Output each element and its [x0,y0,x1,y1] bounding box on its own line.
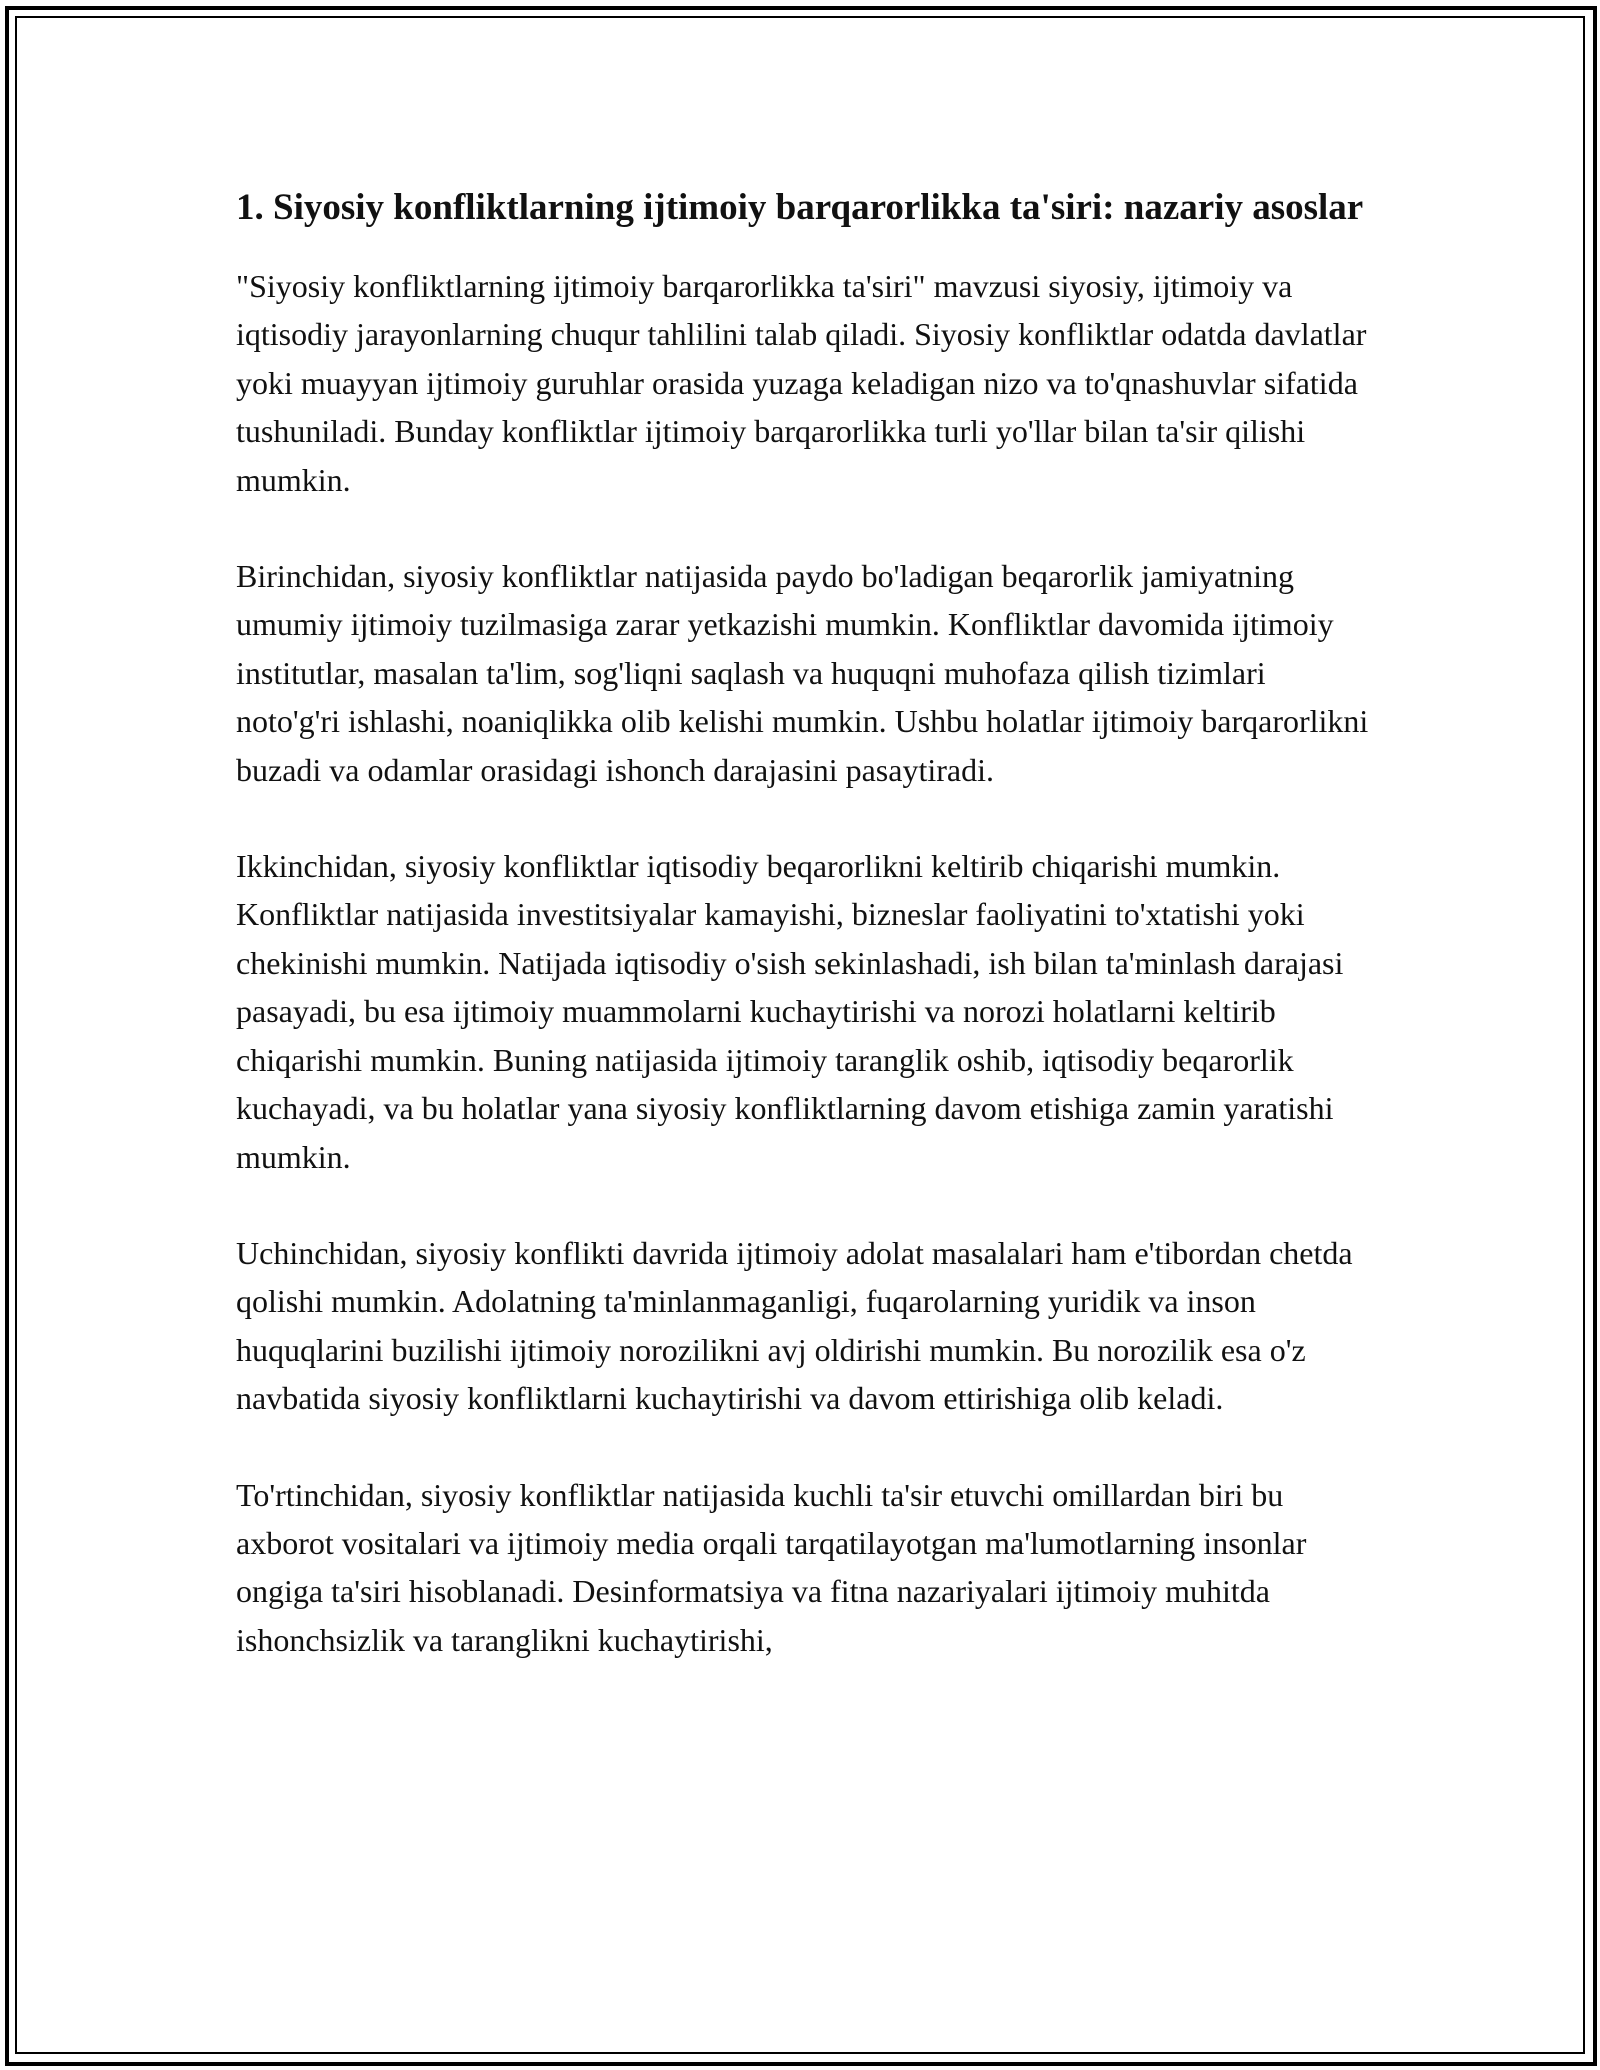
document-body [236,180,1376,1712]
paragraph-intro: "Siyosiy konfliktlarning ijtimoiy barqarorlikka ta'siri" mavzusi siyosiy, ijtimoiy va iqtisodiy jarayonlarning chuqur tahlilini talab qiladi. Siyosiy konfliktlar odatda davlatlar yoki muayyan ijtimoiy guruhlar orasida yuzaga keladigan nizo va to'qnashuvlar sifatida tushuniladi. Bunday konfliktlar ijtimoiy barqarorlikka turli yo'llar bilan ta'sir qilishi mumkin. [236,268,1367,498]
paragraph-first: Birinchidan, siyosiy konfliktlar natijasida paydo bo'ladigan beqarorlik jamiyatning umumiy ijtimoiy tuzilmasiga zarar yetkazishi mumkin. Konfliktlar davomida ijtimoiy institutlar, masalan ta'lim, sog'liqni saqlash va huquqni muhofaza qilish tizimlari noto'g'ri ishlashi, noaniqlikka olib kelishi mumkin. Ushbu holatlar ijtimoiy barqarorlikni buzadi va odamlar orasidagi ishonch darajasini pasaytiradi. [236,558,1369,788]
paragraph-fourth: To'rtinchidan, siyosiy konfliktlar natijasida kuchli ta'sir etuvchi omillardan biri bu axborot vositalari va ijtimoiy media orqali tarqatilayotgan ma'lumotlarning insonlar ongiga ta'siri hisoblanadi. Desinformatsiya va fitna nazariyalari ijtimoiy muhitda ishonchsizlik va taranglikni kuchaytirishi, [236,1476,1307,1658]
paragraph-third: Uchinchidan, siyosiy konflikti davrida ijtimoiy adolat masalalari ham e'tibordan chetda qolishi mumkin. Adolatning ta'minlanmaganligi, fuqarolarning yuridik va inson huquqlarini buzilishi ijtimoiy norozilikni avj oldirishi mumkin. Bu norozilik esa o'z navbatida siyosiy konfliktlarni kuchaytirishi va davom ettirishiga olib keladi. [236,1234,1353,1417]
paragraph-second: Ikkinchidan, siyosiy konfliktlar iqtisodiy beqarorlikni keltirib chiqarishi mumkin. Konfliktlar natijasida investitsiyalar kamayishi, bizneslar faoliyatini to'xtatishi yoki chekinishi mumkin. Natijada iqtisodiy o'sish sekinlashadi, ish bilan ta'minlash darajasi pasayadi, bu esa ijtimoiy muammolarni kuchaytirishi va norozi holatlarni keltirib chiqarishi mumkin. Buning natijasida ijtimoiy taranglik oshib, iqtisodiy beqarorlik kuchayadi, va bu holatlar yana siyosiy konfliktlarning davom etishiga zamin yaratishi mumkin. [236,848,1344,1175]
section-heading: 1. Siyosiy konfliktlarning ijtimoiy barqarorlikka ta'siri: nazariy asoslar [236,187,1364,228]
